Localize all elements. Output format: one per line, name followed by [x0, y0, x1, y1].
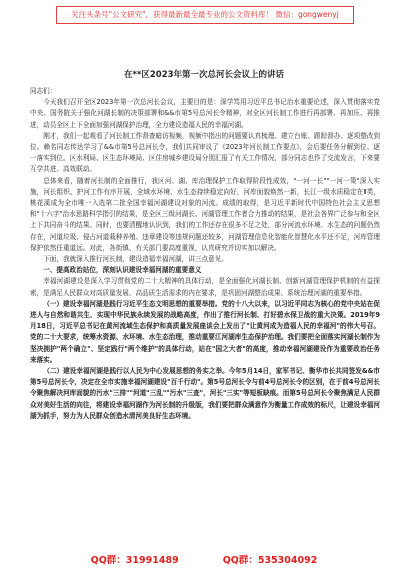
- salutation: 同志们：: [30, 87, 57, 95]
- header-banner: 关注头条号"公文研究"，获得最新最全最专业的公文资料库！ 微信：gongwenyj: [56, 6, 354, 24]
- paragraph-opening: 今天我们召开全区2023年第一次总河长会议，主要目的是：深学笃用习近平总书记治水重要论述，深入贯彻落实党中央、国务院关于强化河湖长制的决策部署和&&市第5号总河长令精神，对全区河长制工作进行再部署、再加压、再推进，动员全区上下全面加强河湖保护治理，全力建设造福人民的幸福河湖。: [30, 98, 380, 129]
- paragraph-summary: 总体来看，随着河长制的全面推行，我区河、湖、库治理保护工作取得阶段性成效，"一河一长""一河一策"深入实施，河长组织、护河工作有序开展，全域水环境、水生态持续稳定向好，河库面貌焕然一新，长江一级水质稳定在Ⅱ类，桃花溪成为全市唯一入选第二批全国幸福河湖建设对象的河流。成绩的取得，是习近平新时代中国特色社会主义思想和"十六字"治水思路科学指引的结果，是全区三级河湖长、河湖管理工作者合力推动的结果，是社会各界广泛参与和全区上下共同奋斗的结果。同时，也要清醒地认识到，我们的工作还存在很多不足之处，部分河流水环境、水生态的问题仍然存在，河道垃圾、侵占河道栽种养殖、违章建设等违规问题还较多，河湖管理信息化智能化智慧化水平还不足，河库管理保护依然任重道远。对此，各街镇、有关部门要高度重视，认真研究并切实加以解决。: [30, 176, 380, 252]
- subsection-heading-1: （一）建设幸福河湖是践行习近平生态文明思想的重要举措。党的十八大以来，以习近平同志为核心的党中央站在促进人与自然和谐共生、实现中华民族永续发展的战略高度，作出了推行河长制、打好碧水保卫战的重大决策。2019年9月18日，习近平总书记在黄河流域生态保护和高质量发展座谈会上发出了"让黄河成为造福人民的幸福河"的伟大号召。党的二十大要求，统筹水资源、水环境、水生态治理，推动重要江河湖库生态保护治理。我们要把全面落实河湖长制作为坚决拥护"两个确立"、坚定践行"两个维护"的具体行动，站在"国之大者"的高度，推动幸福河湖建设作为重要政治任务来落实。: [30, 299, 380, 364]
- paragraph-transition: 下面，我就深入推行河长制，建设造福幸福河湖，讲三点意见。: [43, 255, 228, 264]
- document-body: [30, 86, 380, 548]
- subsection-heading-2: （二）建设幸福河湖是践行以人民为中心发展思想的务实之举。今年5月14日，家军书记、衡华市长共同签发&&市第5号总河长令，决定在全市实施幸福河湖建设"百千行动"。第5号总河长令与前4号总河长令的区别，在于前4号总河长令聚焦解决河库面貌的污水"三排""河道"三乱""污水"三查"，河长"三实"等短板缺痕。而第5号总河长令聚焦满足人民群众对美好生活的向往，将建设幸福河湖作为河长制的升级版，我们要把群众满意作为衡量工作成效的标尺，让建设幸福河湖为抓手，努力为人民群众创造水清河美良好生态环境。: [30, 367, 380, 420]
- section-heading-1: 一、提高政治站位，深刻认识建设幸福河湖的重要意义: [43, 266, 202, 275]
- paragraph-review: 刚才，我们一起观看了河长制工作督查暗访视频，视频中指出的问题要认真梳理、建立台账、跟踪督办、逐项整改到位。赖名同志传达学习了&&市第5号总河长令，我们共同审议了《2023年河长制工作要点》，会后要任务分解到位、逐一落实到位。区水利局、区生态环境局、区住房城乡建设局分别汇报了有关工作情况，部分同志也作了交流发言，下来要互学共进、高效联动。: [30, 131, 380, 174]
- footer-contact: [0, 552, 408, 570]
- document-title: 在**区2023年第一次总河长会议上的讲话: [123, 70, 285, 80]
- paragraph-significance: 幸福河湖建设是深入学习贯彻党的二十大精神的具体行动，是全面强化河湖长制、创新河湖管理保护机制的有益探索，是满足人民群众对高质量发展、高品质生活需求的内在要求，是巩固河湖整治成果、系统治理河湖的重要举措。: [30, 277, 380, 297]
- footer-qq-group-1: QQ群：31991489: [90, 555, 179, 566]
- footer-qq-group-2: QQ群：535304092: [222, 555, 318, 566]
